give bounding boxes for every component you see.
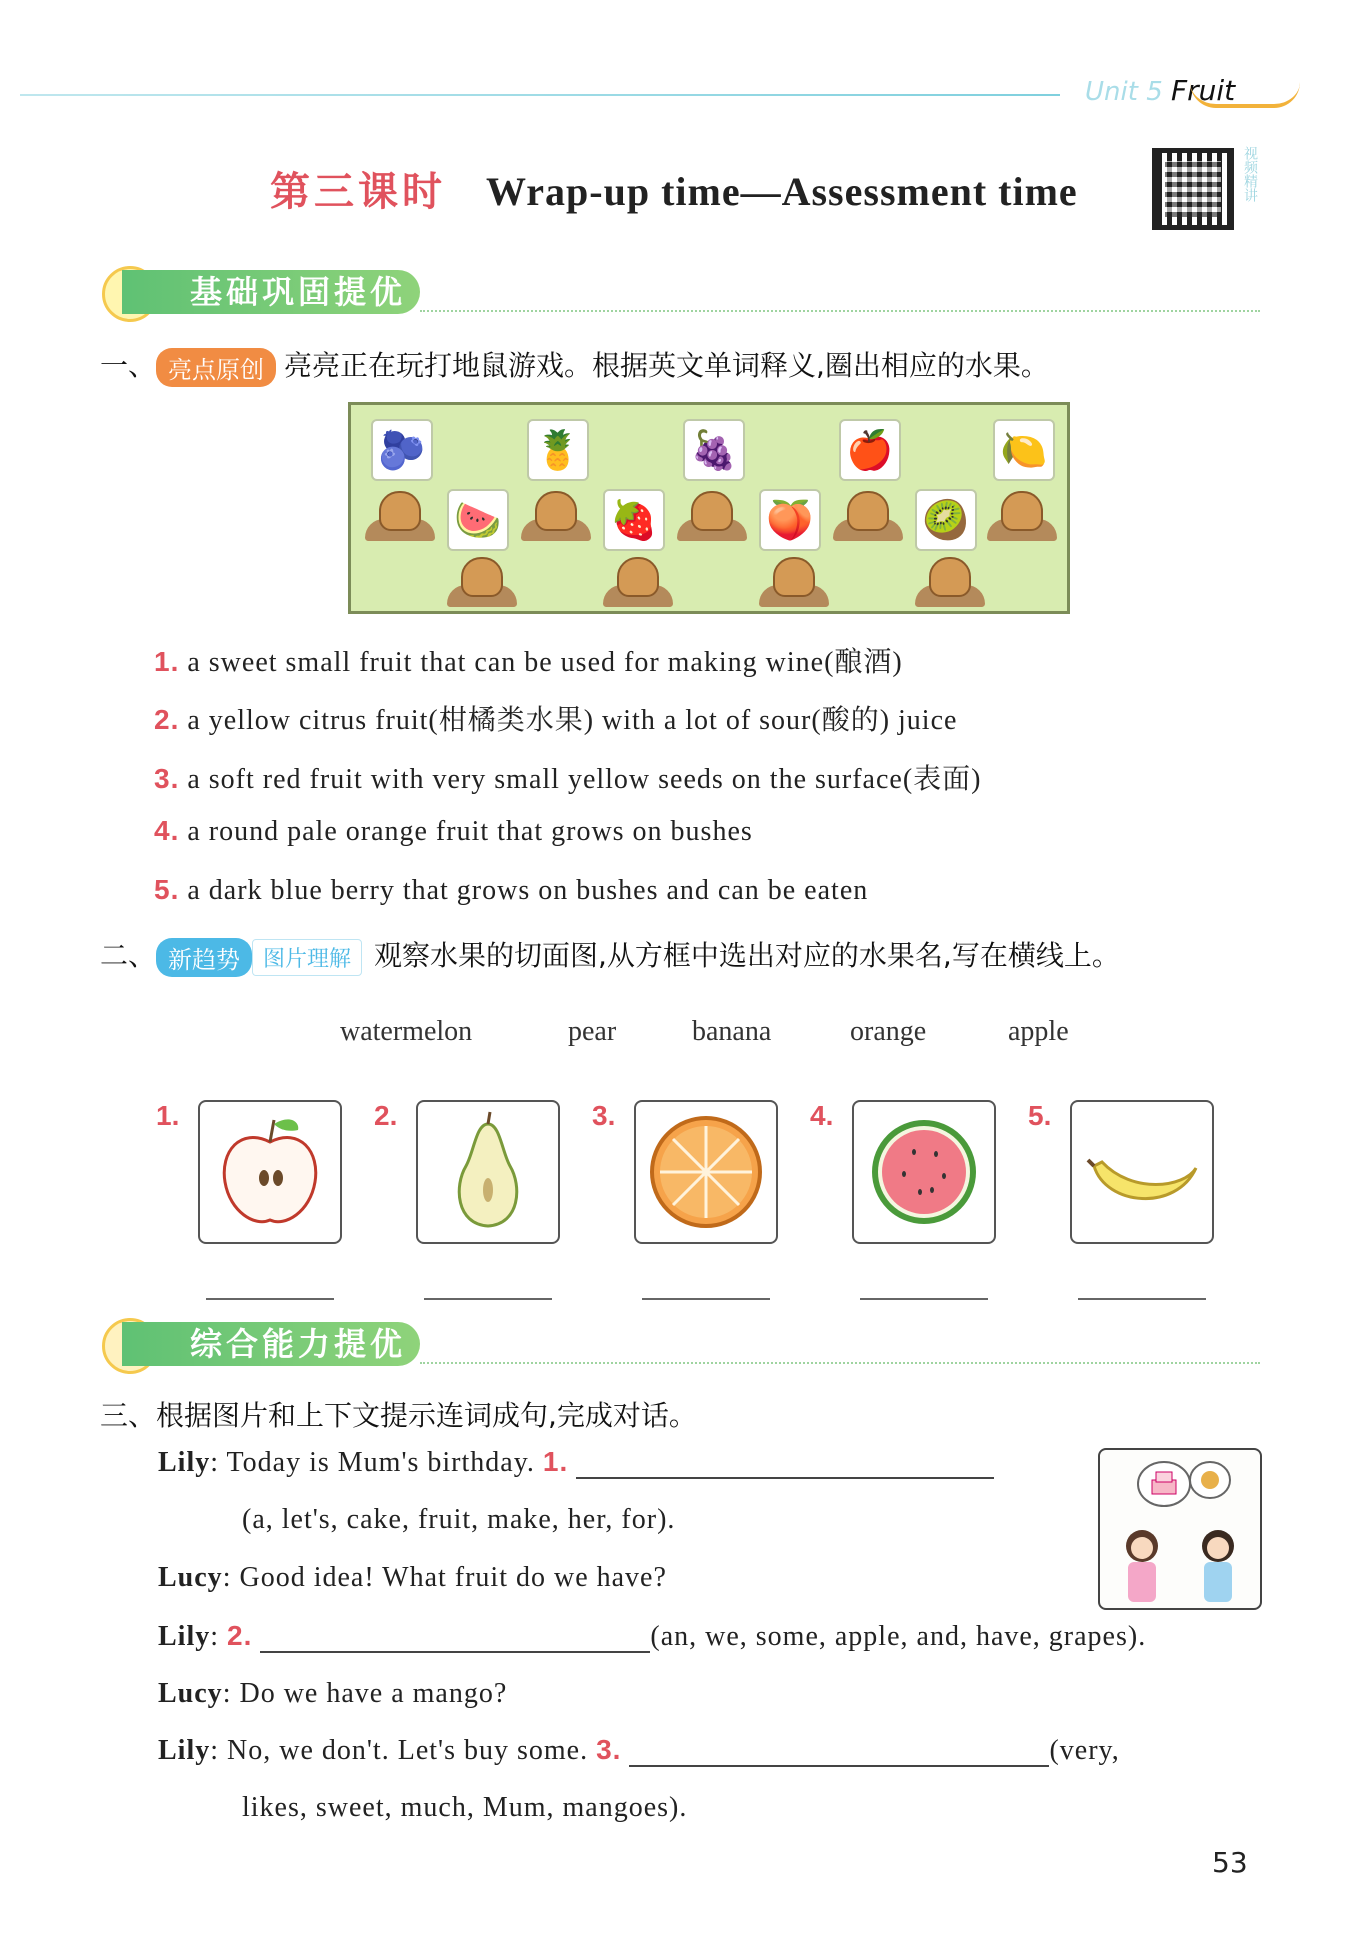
grapes-icon[interactable]: 🍇 bbox=[683, 419, 745, 481]
dialogue-line-1: Lily: Today is Mum's birthday. 1. bbox=[158, 1446, 994, 1479]
q1-item-1: 1. a sweet small fruit that can be used for making wine(酿酒) bbox=[154, 646, 903, 678]
unit-label: Unit 5 Fruit bbox=[1085, 74, 1236, 107]
kiwi-icon[interactable]: 🥝 bbox=[915, 489, 977, 551]
word-apple: apple bbox=[1008, 1016, 1069, 1047]
section1-banner: 基础巩固提优 bbox=[122, 270, 420, 314]
dialogue-line-7: likes, sweet, much, Mum, mangoes). bbox=[242, 1792, 688, 1823]
word-watermelon: watermelon bbox=[340, 1016, 473, 1047]
dialogue-line-2: (a, let's, cake, fruit, make, her, for). bbox=[242, 1504, 676, 1535]
q3-instruction: 根据图片和上下文提示连词成句,完成对话。 bbox=[156, 1399, 697, 1432]
answer-line-1[interactable] bbox=[576, 1477, 994, 1479]
mole-icon bbox=[365, 483, 435, 541]
qr-side-text: 视频精讲 bbox=[1242, 146, 1258, 202]
section1-rule bbox=[420, 310, 1260, 312]
unit-name: Fruit bbox=[1171, 74, 1236, 107]
q1-tag: 亮点原创 bbox=[156, 348, 276, 387]
pear-cut-icon bbox=[416, 1100, 560, 1244]
banana-icon bbox=[1070, 1100, 1214, 1244]
mole-icon bbox=[759, 549, 829, 607]
answer-blank-1[interactable] bbox=[206, 1298, 334, 1300]
birthday-scene-illustration bbox=[1098, 1448, 1262, 1610]
word-pear: pear bbox=[568, 1016, 617, 1047]
q2-num-4: 4. bbox=[810, 1100, 834, 1131]
answer-line-3[interactable] bbox=[629, 1765, 1049, 1767]
mole-icon bbox=[677, 483, 747, 541]
q2-heading: 二、 新趋势 图片理解 观察水果的切面图,从方框中选出对应的水果名,写在横线上。 bbox=[100, 934, 1120, 977]
answer-blank-3[interactable] bbox=[642, 1298, 770, 1300]
swoosh-decoration bbox=[1190, 82, 1300, 108]
mole-icon bbox=[915, 549, 985, 607]
dialogue-line-6: Lily: No, we don't. Let's buy some. 3. (very, bbox=[158, 1734, 1120, 1766]
header-rule bbox=[20, 94, 1060, 96]
q1-instruction: 亮亮正在玩打地鼠游戏。根据英文单词释义,圈出相应的水果。 bbox=[284, 349, 1049, 382]
lemon-icon[interactable]: 🍋 bbox=[993, 419, 1055, 481]
q2-num-2: 2. bbox=[374, 1100, 398, 1131]
page-number: 53 bbox=[1212, 1846, 1248, 1879]
q2-instruction: 观察水果的切面图,从方框中选出对应的水果名,写在横线上。 bbox=[374, 939, 1120, 972]
q2-num-3: 3. bbox=[592, 1100, 616, 1131]
page-title bbox=[270, 160, 1078, 217]
mole-icon bbox=[603, 549, 673, 607]
orange-cut-icon bbox=[634, 1100, 778, 1244]
q2-num-1: 1. bbox=[156, 1100, 180, 1131]
watermelon-cut-icon bbox=[852, 1100, 996, 1244]
q2-tag-sub: 图片理解 bbox=[252, 939, 362, 976]
mole-icon bbox=[521, 483, 591, 541]
word-banana: banana bbox=[692, 1016, 772, 1047]
pineapple-icon[interactable]: 🍍 bbox=[527, 419, 589, 481]
qr-code-icon[interactable] bbox=[1152, 148, 1234, 230]
answer-blank-2[interactable] bbox=[424, 1298, 552, 1300]
dialogue-line-3: Lucy: Good idea! What fruit do we have? bbox=[158, 1562, 667, 1593]
whack-a-mole-board bbox=[348, 402, 1070, 614]
q1-heading: 一、 亮点原创 亮亮正在玩打地鼠游戏。根据英文单词释义,圈出相应的水果。 bbox=[100, 344, 1049, 387]
section2-banner: 综合能力提优 bbox=[122, 1322, 420, 1366]
lesson-cn: 第三课时 bbox=[270, 169, 446, 214]
q3-heading: 三、根据图片和上下文提示连词成句,完成对话。 bbox=[100, 1399, 697, 1432]
answer-line-2[interactable] bbox=[260, 1651, 650, 1653]
blueberry-icon[interactable]: 🫐 bbox=[371, 419, 433, 481]
apple-cut-icon bbox=[198, 1100, 342, 1244]
answer-blank-5[interactable] bbox=[1078, 1298, 1206, 1300]
q1-item-2: 2. a yellow citrus fruit(柑橘类水果) with a lot of sour(酸的) juice bbox=[154, 704, 958, 736]
strawberry-icon[interactable]: 🍓 bbox=[603, 489, 665, 551]
q1-item-3: 3. a soft red fruit with very small yellow seeds on the surface(表面) bbox=[154, 763, 982, 795]
watermelon-icon[interactable]: 🍉 bbox=[447, 489, 509, 551]
answer-blank-4[interactable] bbox=[860, 1298, 988, 1300]
loquat-icon[interactable]: 🍑 bbox=[759, 489, 821, 551]
dialogue-line-5: Lucy: Do we have a mango? bbox=[158, 1678, 508, 1709]
dialogue-line-4: Lily: 2. (an, we, some, apple, and, have, grapes). bbox=[158, 1620, 1147, 1652]
q2-num-5: 5. bbox=[1028, 1100, 1052, 1131]
q2-tag: 新趋势 bbox=[156, 938, 252, 977]
apple-icon[interactable]: 🍎 bbox=[839, 419, 901, 481]
q1-item-5: 5. a dark blue berry that grows on bushes and can be eaten bbox=[154, 874, 869, 906]
mole-icon bbox=[987, 483, 1057, 541]
mole-icon bbox=[447, 549, 517, 607]
section2-rule bbox=[420, 1362, 1260, 1364]
mole-icon bbox=[833, 483, 903, 541]
lesson-en: Wrap-up time—Assessment time bbox=[486, 169, 1078, 214]
word-orange: orange bbox=[850, 1016, 927, 1047]
q1-item-4: 4. a round pale orange fruit that grows on bushes bbox=[154, 815, 753, 847]
